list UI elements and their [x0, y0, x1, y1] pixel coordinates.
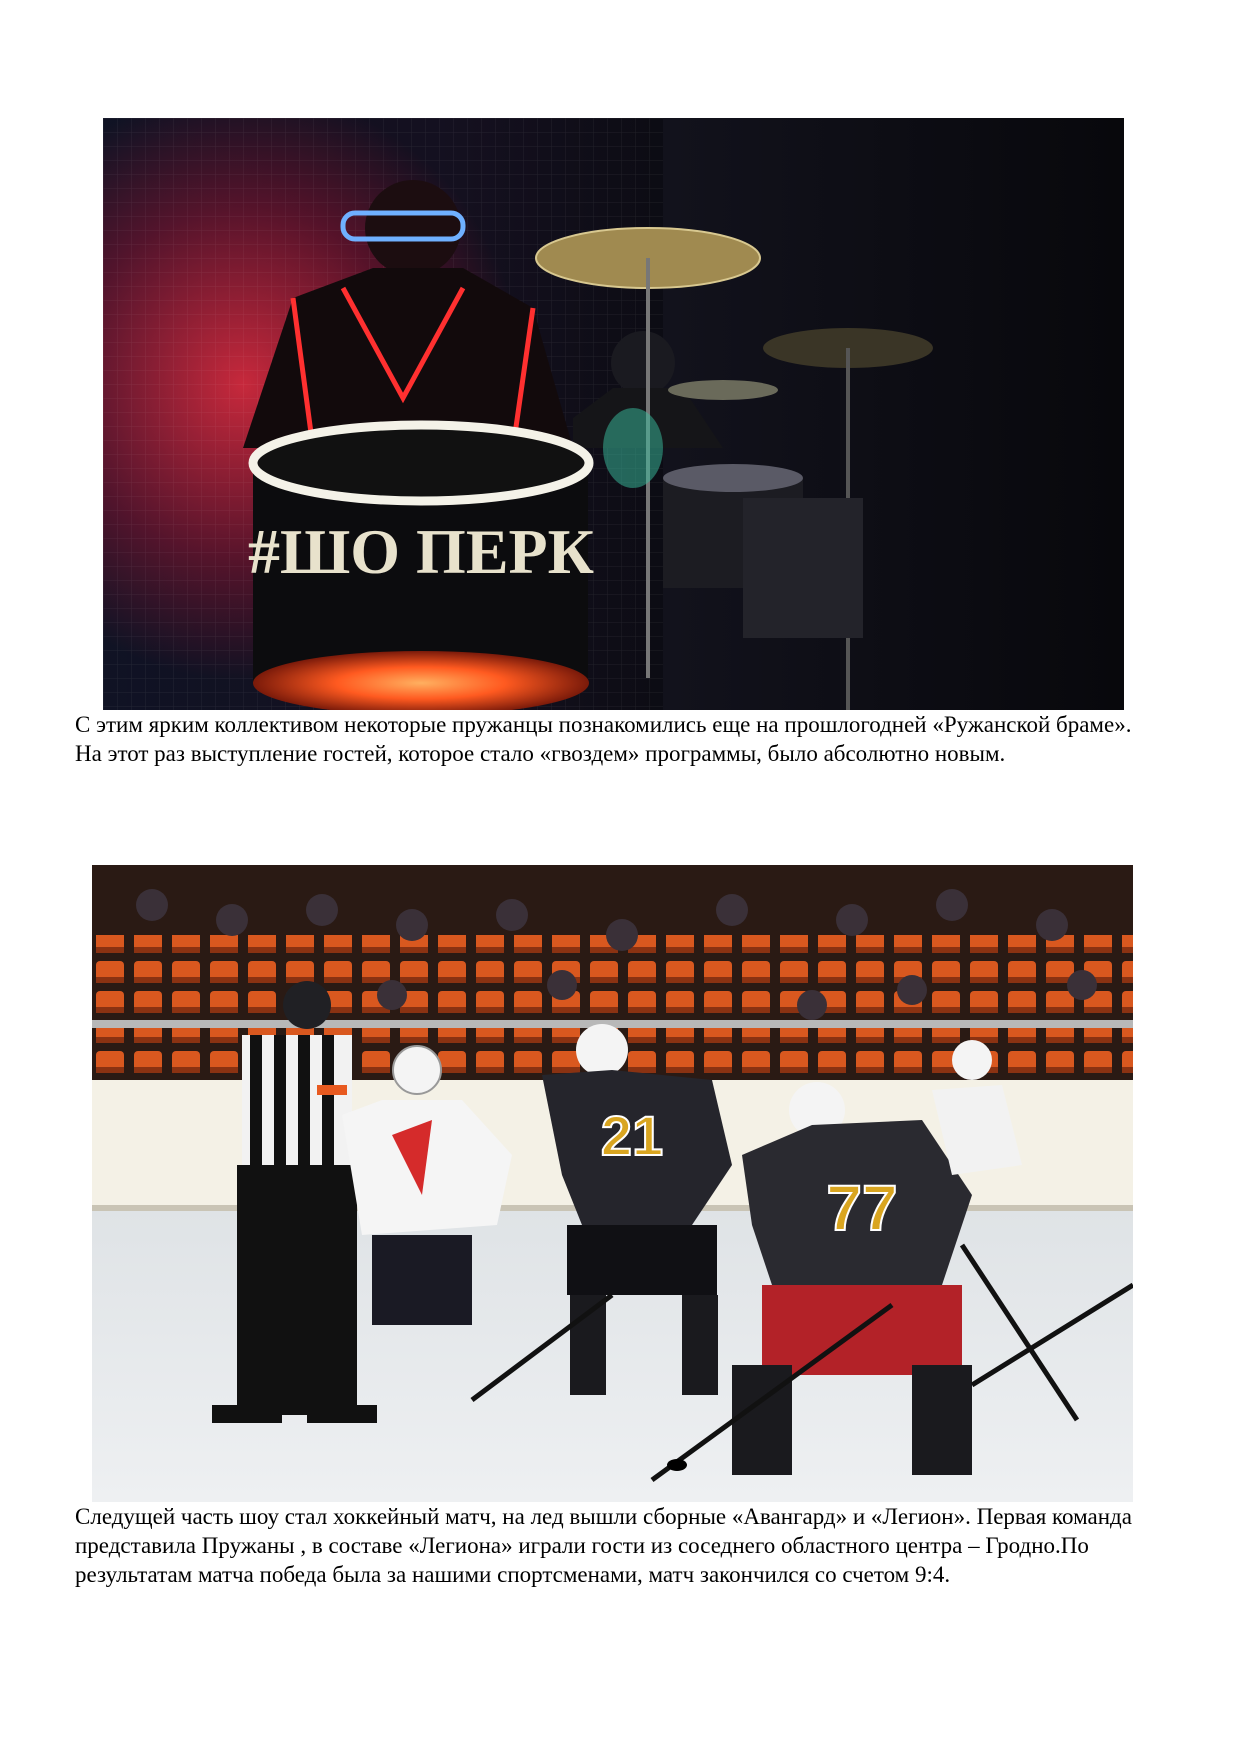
hockey-match-caption: Следущей часть шоу стал хоккейный матч, на лед вышли сборные «Авангард» и «Легион». Первая команда представила Пружаны , в составе «Легиона» играли гости из соседнего областного центра – Гродно.По результатам матча победа была за нашими спортсменами, матч закончился со счетом 9:4.: [75, 1504, 1132, 1587]
jersey-number-77: 77: [826, 1172, 898, 1244]
drum-show-photo: [103, 118, 1124, 710]
jersey-number-21: 21: [600, 1104, 664, 1167]
hockey-match-photo: [92, 865, 1133, 1502]
drum-show-caption: С этим ярким коллективом некоторые пружанцы познакомились еще на прошлогодней «Ружанской браме». На этот раз выступление гостей, которое стало «гвоздем» программы, было абсолютно новым.: [75, 712, 1132, 766]
drum-lettering: #ШО ПЕРК: [247, 516, 595, 587]
